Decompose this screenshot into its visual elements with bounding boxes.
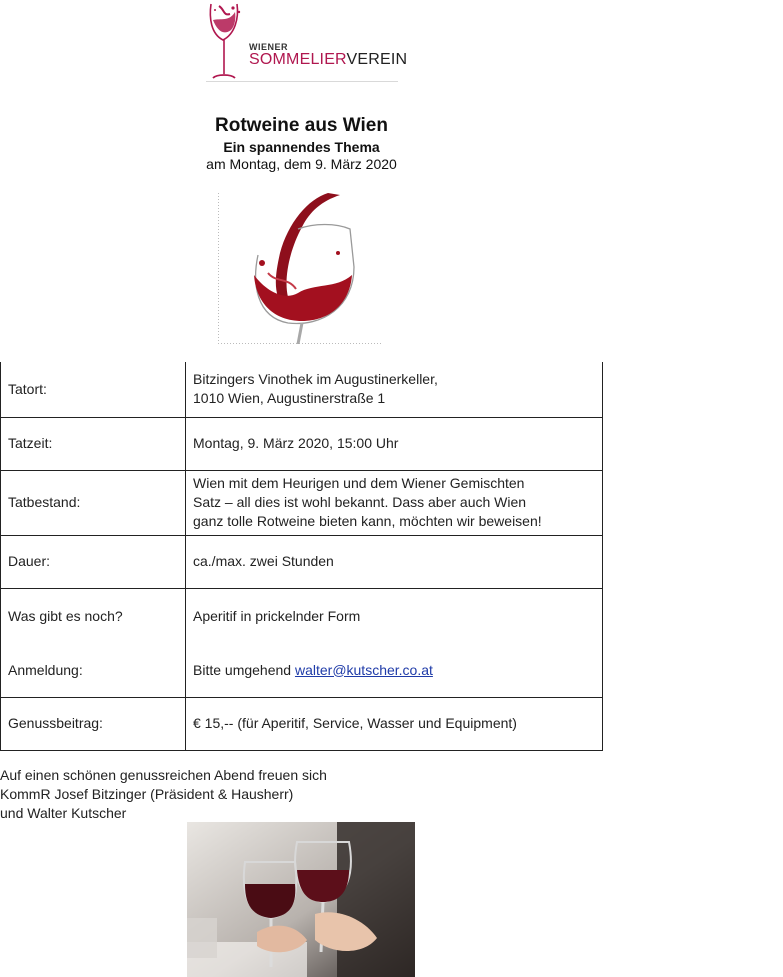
table-row bbox=[1, 362, 603, 417]
logo-main-text bbox=[249, 51, 407, 69]
anmeldung-prefix: Bitte umgehend bbox=[193, 661, 295, 678]
event-title: Rotweine aus Wien bbox=[215, 115, 388, 136]
table-row bbox=[1, 588, 603, 697]
event-details-table bbox=[0, 362, 603, 751]
logo-sommelier-text: SOMMELIER bbox=[249, 51, 347, 68]
anmeldung-value bbox=[193, 643, 602, 697]
dauer-value: ca./max. zwei Stunden bbox=[186, 535, 603, 588]
closing-line3: und Walter Kutscher bbox=[0, 805, 127, 821]
email-link[interactable]: walter@kutscher.co.at bbox=[294, 661, 433, 678]
wine-glass-logo-icon bbox=[203, 0, 249, 86]
tatzeit-value: Montag, 9. März 2020, 15:00 Uhr bbox=[186, 417, 603, 470]
sommelierverein-logo bbox=[203, 0, 408, 86]
wine-toast-image bbox=[187, 822, 415, 977]
was-gibt-es-noch-value: Aperitif in prickelnder Form bbox=[193, 607, 361, 624]
closing-line2: KommR Josef Bitzinger (Präsident & Hausherr) bbox=[0, 786, 294, 802]
tatort-value bbox=[186, 362, 603, 417]
tatbestand-line1: Wien mit dem Heurigen und dem Wiener Gemischten bbox=[193, 475, 525, 491]
table-row bbox=[1, 417, 603, 470]
dauer-label: Dauer: bbox=[1, 535, 186, 588]
genussbeitrag-value: € 15,-- (für Aperitif, Service, Wasser und Equipment) bbox=[186, 697, 603, 750]
table-row bbox=[1, 535, 603, 588]
wine-pour-image bbox=[218, 193, 383, 344]
was-anmeldung-label-cell bbox=[1, 588, 186, 697]
logo-wiener-text: WIENER bbox=[249, 42, 288, 52]
table-row bbox=[1, 697, 603, 750]
event-date: am Montag, dem 9. März 2020 bbox=[206, 156, 397, 172]
closing-text bbox=[0, 766, 327, 823]
genussbeitrag-label: Genussbeitrag: bbox=[1, 697, 186, 750]
logo-underline bbox=[206, 81, 398, 82]
event-subtitle: Ein spannendes Thema bbox=[223, 139, 380, 155]
closing-line1: Auf einen schönen genussreichen Abend freuen sich bbox=[0, 767, 327, 783]
tatort-label: Tatort: bbox=[1, 362, 186, 417]
tatzeit-label: Tatzeit: bbox=[1, 417, 186, 470]
tatbestand-label: Tatbestand: bbox=[1, 470, 186, 535]
tatort-line2: 1010 Wien, Augustinerstraße 1 bbox=[193, 390, 386, 407]
anmeldung-label: Anmeldung: bbox=[8, 661, 83, 678]
tatbestand-line2: Satz – all dies ist wohl bekannt. Dass aber auch Wien bbox=[193, 494, 527, 510]
tatbestand-line3: ganz tolle Rotweine bieten kann, möchten wir beweisen! bbox=[193, 513, 542, 529]
tatort-line1: Bitzingers Vinothek im Augustinerkeller, bbox=[193, 371, 438, 388]
table-row bbox=[1, 470, 603, 535]
tatbestand-value bbox=[186, 470, 603, 535]
was-anmeldung-value-cell bbox=[186, 588, 603, 697]
logo-verein-text: VEREIN bbox=[346, 51, 408, 68]
was-gibt-es-noch-label: Was gibt es noch? bbox=[8, 607, 123, 624]
